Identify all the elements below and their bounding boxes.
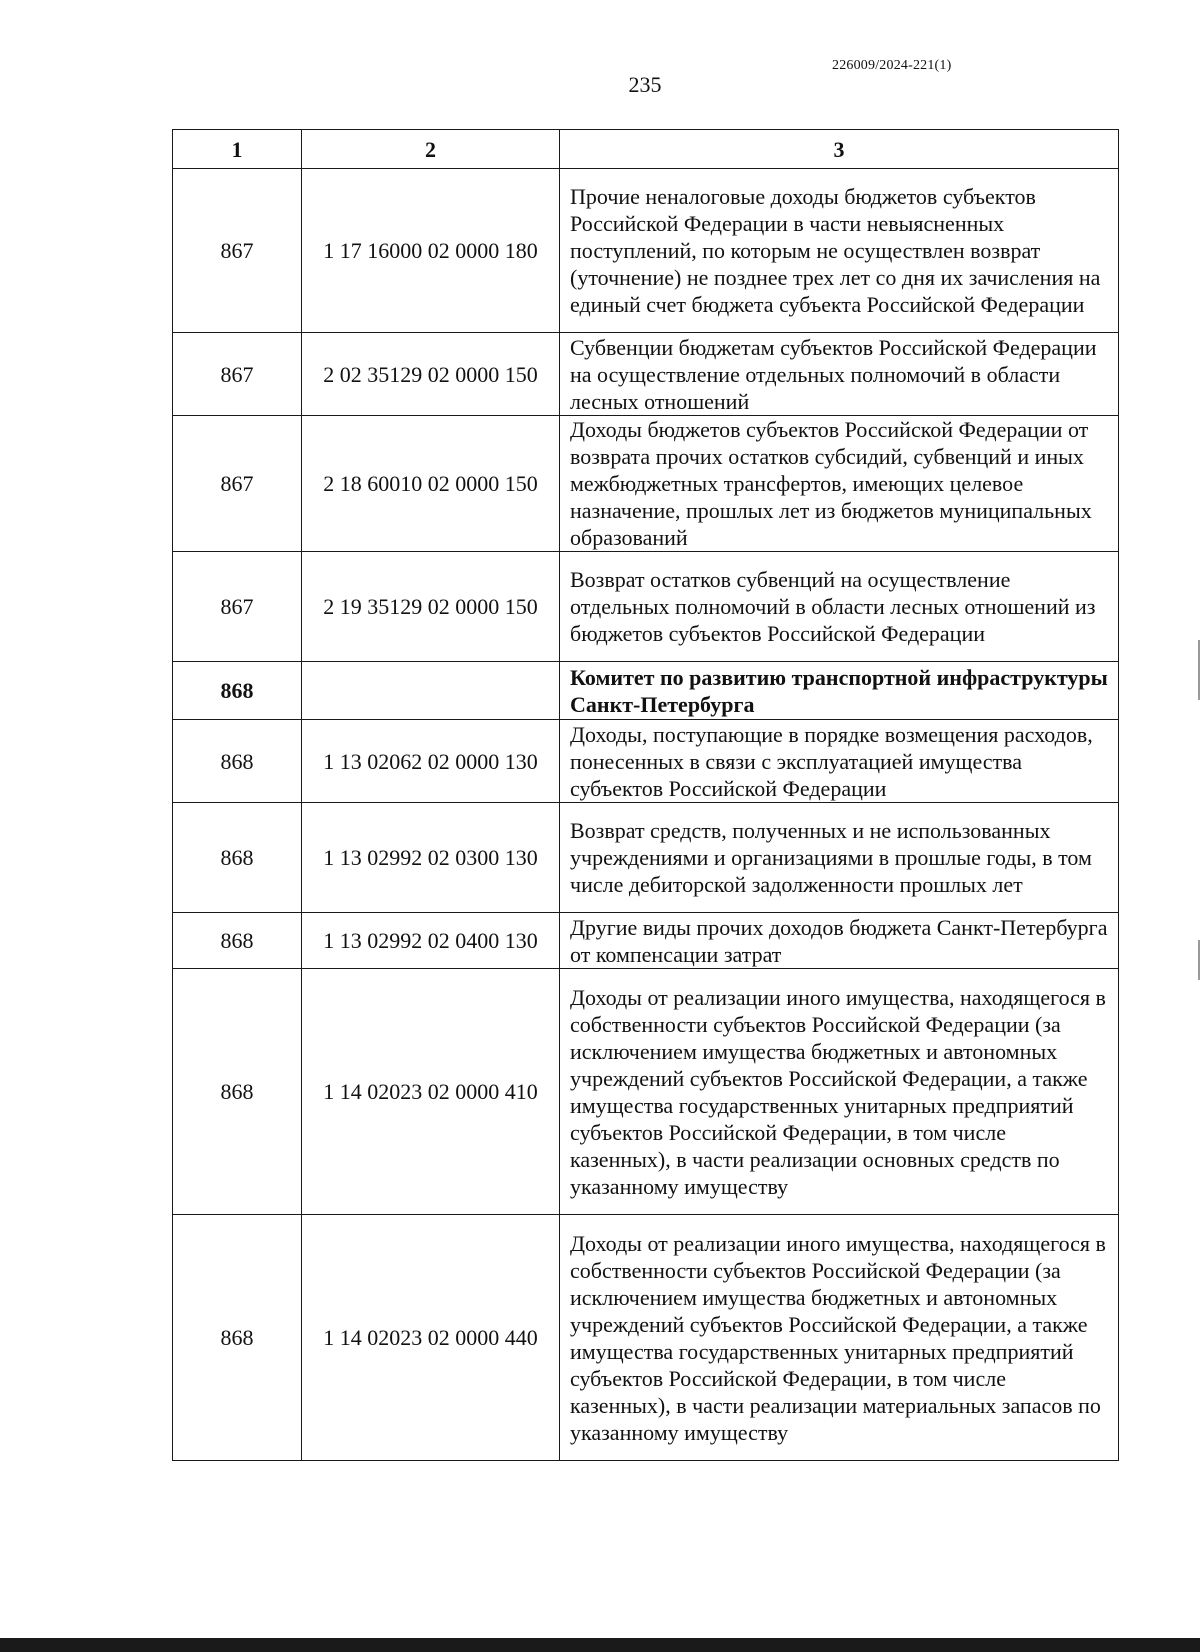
budget-code-cell: 1 13 02992 02 0400 130	[302, 913, 560, 969]
admin-code-cell: 868	[173, 803, 302, 913]
admin-code-cell: 868	[173, 913, 302, 969]
column-header-2: 2	[302, 130, 560, 169]
budget-code-cell: 1 17 16000 02 0000 180	[302, 169, 560, 333]
table-row	[173, 913, 1119, 969]
admin-code-cell: 867	[173, 333, 302, 416]
description-cell: Доходы, поступающие в порядке возмещения расходов, понесенных в связи с эксплуатацией имущества субъектов Российской Федерации	[560, 720, 1119, 803]
description-cell: Комитет по развитию транспортной инфраструктуры Санкт-Петербурга	[560, 662, 1119, 720]
budget-classification-table	[172, 129, 1119, 1461]
budget-code-cell: 1 14 02023 02 0000 440	[302, 1215, 560, 1461]
budget-code-cell: 1 13 02992 02 0300 130	[302, 803, 560, 913]
admin-code-cell: 868	[173, 720, 302, 803]
budget-code-cell: 2 18 60010 02 0000 150	[302, 416, 560, 552]
table-row	[173, 333, 1119, 416]
description-cell: Другие виды прочих доходов бюджета Санкт-Петербурга от компенсации затрат	[560, 913, 1119, 969]
column-header-1: 1	[173, 130, 302, 169]
table-row	[173, 662, 1119, 720]
budget-code-cell: 1 13 02062 02 0000 130	[302, 720, 560, 803]
admin-code-cell: 867	[173, 416, 302, 552]
table-row	[173, 169, 1119, 333]
table-row	[173, 803, 1119, 913]
page-number: 235	[628, 72, 662, 97]
description-cell: Доходы от реализации иного имущества, находящегося в собственности субъектов Российской Федерации (за исключением имущества бюджетных и автономных учреждений субъектов Российской Федерации, а также имущества государственных унитарных предприятий субъектов Российской Федерации, в том числе казенных), в части реализации основных средств по указанному имуществу	[560, 969, 1119, 1215]
admin-code-cell: 868	[173, 662, 302, 720]
description-cell: Доходы бюджетов субъектов Российской Федерации от возврата прочих остатков субсидий, субвенций и иных межбюджетных трансфертов, имеющих целевое назначение, прошлых лет из бюджетов муниципальных образований	[560, 416, 1119, 552]
table-row	[173, 1215, 1119, 1461]
table-row	[173, 552, 1119, 662]
admin-code-cell: 867	[173, 552, 302, 662]
table-body	[173, 169, 1119, 1461]
description-cell: Возврат средств, полученных и не использованных учреждениями и организациями в прошлые годы, в том числе дебиторской задолженности прошлых лет	[560, 803, 1119, 913]
header-row	[173, 130, 1119, 169]
admin-code-cell: 868	[173, 1215, 302, 1461]
budget-code-cell: 2 02 35129 02 0000 150	[302, 333, 560, 416]
table-row	[173, 416, 1119, 552]
admin-code-cell: 867	[173, 169, 302, 333]
description-cell: Возврат остатков субвенций на осуществление отдельных полномочий в области лесных отношений из бюджетов субъектов Российской Федерации	[560, 552, 1119, 662]
table-row	[173, 720, 1119, 803]
description-cell: Доходы от реализации иного имущества, находящегося в собственности субъектов Российской Федерации (за исключением имущества бюджетных и автономных учреждений субъектов Российской Федерации, а также имущества государственных унитарных предприятий субъектов Российской Федерации, в том числе казенных), в части реализации материальных запасов по указанному имуществу	[560, 1215, 1119, 1461]
description-cell: Прочие неналоговые доходы бюджетов субъектов Российской Федерации в части невыясненных поступлений, по которым не осуществлен возврат (уточнение) не позднее трех лет со дня их зачисления на единый счет бюджета субъекта Российской Федерации	[560, 169, 1119, 333]
table-row	[173, 969, 1119, 1215]
table-header	[173, 130, 1119, 169]
description-cell: Субвенции бюджетам субъектов Российской Федерации на осуществление отдельных полномочий в области лесных отношений	[560, 333, 1119, 416]
column-header-3: 3	[560, 130, 1119, 169]
admin-code-cell: 868	[173, 969, 302, 1215]
budget-code-cell: 2 19 35129 02 0000 150	[302, 552, 560, 662]
document-id: 226009/2024-221(1)	[832, 58, 952, 73]
scan-edge-bar	[0, 1638, 1200, 1652]
budget-code-cell	[302, 662, 560, 720]
budget-code-cell: 1 14 02023 02 0000 410	[302, 969, 560, 1215]
